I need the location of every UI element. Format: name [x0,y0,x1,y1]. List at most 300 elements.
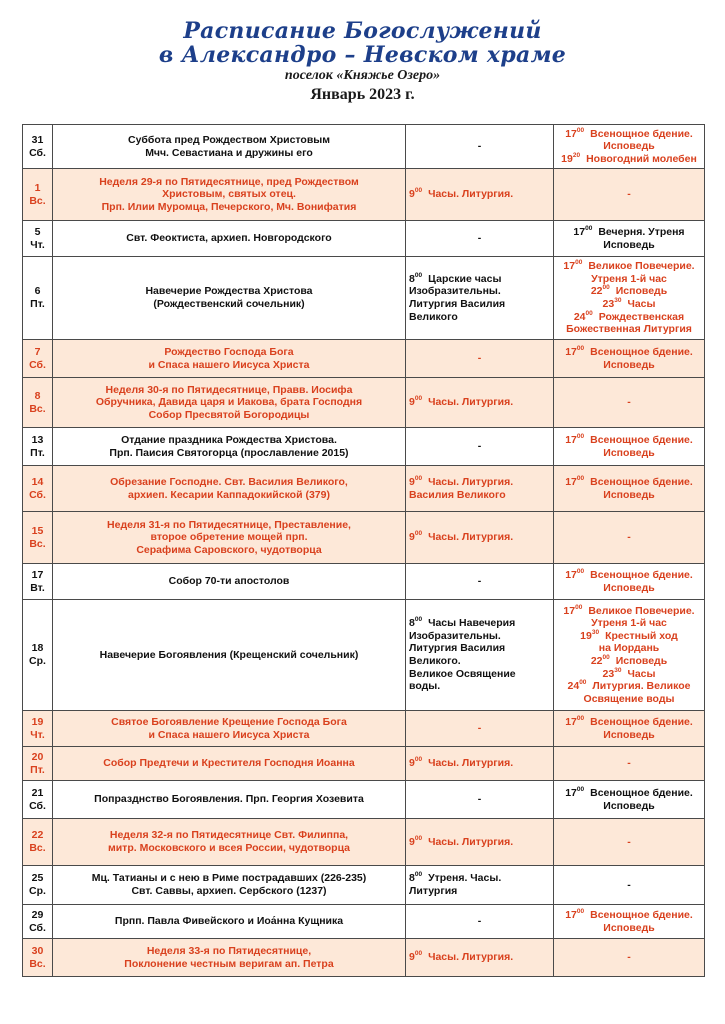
service-text: Великое Повечерие. [588,604,695,617]
service-text: Василия Великого [409,488,506,501]
service-time: 9 [409,396,415,409]
day-number: 20 [31,750,44,763]
service-text: Литургия Василия [409,298,506,310]
service-line [409,140,550,153]
schedule-row [23,781,705,819]
schedule-row [23,905,705,939]
feast-title-cell [53,905,406,939]
service-time-minutes: 00 [576,567,585,575]
feast-title-cell [53,428,406,466]
service-text: Изобразительны. [409,285,501,298]
service-line [557,359,701,372]
feast-title-line: Прп. Паисия Святогорца (прославление 2015) [109,446,349,459]
date-cell [23,257,53,340]
service-line [557,434,701,447]
service-line [557,680,701,693]
morning-service-cell [406,600,554,711]
service-text: Всенощное бдение. [590,786,693,799]
service-text: Вечерня. Утреня [598,225,685,238]
feast-title-cell [53,466,406,512]
service-time-minutes: 00 [576,344,585,352]
morning-service-cell [406,169,554,221]
morning-service-cell [406,711,554,747]
feast-title-cell [53,564,406,600]
feast-title-cell [53,939,406,977]
service-text: Часы [627,667,656,680]
service-time-minutes: 30 [591,628,600,636]
service-time: 9 [409,951,415,964]
service-line [409,440,550,453]
service-text: Всенощное бдение. [590,475,693,488]
schedule-row [23,428,705,466]
schedule-row [23,125,705,169]
service-text: Всенощное бдение. [590,908,693,921]
feast-title-line: Неделя 33-я по Пятидесятнице, [146,944,312,957]
service-text: Часы. Литургия. [428,188,514,201]
feast-title-line: митр. Московского и всея России, чудотворца [107,842,351,854]
service-text: Утреня 1-й час [591,617,667,630]
service-text: Всенощное бдение. [590,715,693,728]
service-time: 17 [565,127,577,140]
feast-title-line: Мчч. Севастиана и дружины его [145,146,313,159]
service-text: - [627,188,631,201]
service-time-minutes: 00 [579,679,587,687]
morning-service-cell [406,428,554,466]
service-text: Исповедь [603,581,655,594]
service-time: 23 [602,667,615,680]
service-time-minutes: 00 [414,474,423,482]
morning-service-cell [406,905,554,939]
service-text: Царские часы [428,272,502,285]
weekday-label: Вс. [29,957,46,970]
day-number: 29 [31,908,44,921]
feast-title-line: Попразднство Богоявления. Прп. Георгия Хозевита [94,793,364,806]
service-text: Исповедь [603,358,655,371]
feast-title-cell [53,819,406,866]
service-text: Освящение воды [583,692,675,705]
service-text: Часы. Литургия. [428,531,514,544]
service-text: - [627,757,631,770]
service-time: 17 [563,604,576,617]
feast-title-line: Свт. Феоктиста, архиеп. Новгородского [126,232,332,245]
day-number: 25 [31,872,44,885]
day-number: 14 [31,475,44,488]
service-line [557,346,701,359]
feast-title-cell [53,257,406,340]
day-number: 17 [31,568,44,581]
feast-title-line: Неделя 32-я по Пятидесятнице Свт. Филиппа, [109,829,349,842]
date-cell [23,512,53,564]
evening-service-cell [554,781,705,819]
page-subtitle: поселок «Княжье Озеро» [284,68,441,83]
service-time: 9 [409,835,415,848]
evening-service-cell [554,428,705,466]
service-time-minutes: 30 [614,666,622,674]
service-line [557,909,701,922]
weekday-label: Пт. [30,298,45,310]
feast-title-line: Поклонение честным веригам ап. Петра [124,957,334,970]
schedule-body [23,125,705,977]
weekday-label: Ср. [29,885,46,897]
schedule-row [23,866,705,905]
service-time-minutes: 00 [576,714,585,722]
service-time: 17 [563,260,576,273]
feast-title-line: Серафима Саровского, чудотворца [136,543,322,556]
feast-title-line: и Спаса нашего Иисуса Христа [148,358,310,371]
feast-title-cell [53,378,406,428]
service-text: - [477,232,482,245]
service-time: 8 [409,617,415,630]
service-line [557,922,701,935]
service-time-minutes: 00 [576,785,585,793]
date-cell [23,747,53,781]
feast-title-cell [53,866,406,905]
weekday-label: Ср. [29,655,46,667]
day-number: 22 [31,829,44,842]
morning-service-cell [406,512,554,564]
weekday-label: Чт. [30,238,45,251]
day-number: 31 [31,133,44,146]
service-line [557,153,701,166]
schedule-row [23,257,705,340]
service-line [557,787,701,800]
morning-service-cell [406,221,554,257]
service-time-minutes: 30 [614,297,622,304]
service-text: Литургия [409,885,458,897]
service-time-minutes: 00 [576,907,585,915]
evening-service-cell [554,512,705,564]
schedule-row [23,169,705,221]
feast-title-line: Суббота пред Рождеством Христовым [127,133,331,146]
service-time: 9 [409,188,415,201]
date-cell [23,781,53,819]
feast-title-cell [53,125,406,169]
day-number: 8 [34,389,41,402]
feast-title-line: Обручника, Давида царя и Иакова, брата Господня [95,396,363,409]
service-text: Всенощное бдение. [590,433,693,446]
evening-service-cell [554,378,705,428]
feast-title-line: Святое Богоявление Крещение Господа Бога [111,715,347,728]
day-number: 30 [31,944,44,957]
feast-title-line: (Рождественский сочельник) [153,298,305,310]
service-text: Часы. Литургия. [428,951,514,964]
service-time: 17 [565,345,577,358]
morning-service-cell [406,125,554,169]
service-text: Часы. Литургия. [428,757,514,770]
service-text: Великого. [409,655,461,667]
service-time-minutes: 00 [414,530,423,538]
service-text: - [627,951,631,964]
service-line [557,531,701,544]
page-title: Расписание Богослужений [183,18,542,44]
service-text: Исповедь [603,728,655,741]
weekday-label: Сб. [29,146,46,159]
date-cell [23,600,53,711]
date-cell [23,125,53,169]
service-time-minutes: 00 [414,616,423,624]
service-line [409,531,550,544]
feast-title-line: Собор 70-ти апостолов [168,575,290,588]
service-line [557,285,701,298]
schedule-table [22,124,705,977]
service-time: 17 [573,225,586,238]
service-line [557,569,701,582]
service-line [557,476,701,489]
service-time: 24 [573,310,586,323]
morning-service-cell [406,378,554,428]
service-line [557,447,701,460]
evening-service-cell [554,747,705,781]
evening-service-cell [554,939,705,977]
weekday-label: Вт. [30,581,45,594]
day-number: 18 [31,642,44,655]
feast-title-cell [53,781,406,819]
service-line [409,655,550,668]
schedule-row [23,340,705,378]
service-line [557,298,701,311]
service-line [409,298,550,311]
service-line [557,582,701,595]
service-text: Часы. Литургия. [428,475,514,488]
service-text: воды. [409,680,441,693]
date-cell [23,340,53,378]
service-line [409,642,550,655]
service-time-minutes: 00 [575,259,583,267]
service-time-minutes: 00 [414,187,423,195]
feast-title-cell [53,747,406,781]
service-line [557,757,701,770]
service-text: Утреня 1-й час [591,272,667,285]
service-line [409,188,550,201]
feast-title-line: Прпп. Павла Фивейского и Иоа́нна Кущника [114,915,344,928]
date-cell [23,939,53,977]
weekday-label: Сб. [29,799,46,812]
feast-title-line: второе обретение мощей прп. [150,531,308,544]
feast-title-line: Навечерие Рождества Христова [145,285,313,298]
service-line [409,872,550,885]
service-line [409,680,550,693]
service-time-minutes: 00 [576,432,585,440]
service-text: Часы [627,298,656,310]
evening-service-cell [554,819,705,866]
service-line [557,226,701,239]
feast-title-line: и Спаса нашего Иисуса Христа [148,728,310,741]
service-line [409,352,550,365]
service-line [557,630,701,643]
service-text: Литургия. Великое [592,680,691,693]
service-text: Исповедь [603,238,655,251]
date-cell [23,221,53,257]
service-text: Великого [409,310,458,323]
date-cell [23,564,53,600]
day-number: 19 [31,715,44,728]
service-text: - [627,396,631,409]
feast-title-line: Христовым, святых отец. [162,188,296,201]
service-line [557,323,701,336]
weekday-label: Чт. [30,728,45,741]
service-text: Утреня. Часы. [428,872,502,885]
service-text: Изобразительны. [409,629,501,642]
service-time: 17 [565,433,577,446]
service-line [557,605,701,618]
service-line [409,617,550,630]
schedule-row [23,564,705,600]
service-time: 19 [580,629,592,642]
feast-title-line: Собор Пресвятой Богородицы [148,408,310,421]
evening-service-cell [554,600,705,711]
schedule-row [23,512,705,564]
service-line [409,885,550,898]
service-line [409,396,550,409]
feast-title-line: Рождество Господа Бога [164,345,294,358]
service-text: Всенощное бдение. [590,345,693,358]
evening-service-cell [554,169,705,221]
morning-service-cell [406,747,554,781]
day-number: 6 [34,285,41,298]
day-number: 13 [31,433,44,446]
service-time-minutes: 00 [602,654,610,661]
service-line [409,722,550,735]
service-line [557,128,701,141]
feast-title-line: Отдание праздника Рождества Христова. [121,433,337,446]
service-text: - [477,352,482,365]
date-cell [23,378,53,428]
day-number: 1 [34,181,41,194]
schedule-row [23,466,705,512]
service-line [557,617,701,630]
evening-service-cell [554,905,705,939]
service-line [557,879,701,892]
service-line [557,836,701,849]
schedule-row [23,378,705,428]
service-text: Всенощное бдение. [590,568,693,581]
service-line [409,311,550,324]
service-text: Божественная Литургия [566,323,692,336]
day-number: 15 [31,524,44,537]
feast-title-cell [53,169,406,221]
evening-service-cell [554,866,705,905]
service-text: Крестный ход [605,629,678,642]
morning-service-cell [406,819,554,866]
feast-title-cell [53,600,406,711]
day-number: 5 [34,225,41,238]
weekday-label: Вс. [29,402,46,415]
page-header [0,0,725,104]
service-line [409,575,550,588]
feast-title-cell [53,221,406,257]
morning-service-cell [406,866,554,905]
service-text: Исповедь [603,488,655,501]
service-time: 8 [409,272,415,285]
service-text: - [477,140,482,153]
evening-service-cell [554,221,705,257]
day-number: 21 [31,786,44,799]
service-line [409,630,550,643]
service-time-minutes: 00 [414,756,423,764]
service-line [409,951,550,964]
schedule-row [23,939,705,977]
service-line [557,716,701,729]
service-line [409,232,550,245]
weekday-label: Сб. [29,921,46,934]
service-time-minutes: 00 [575,603,583,611]
service-time-minutes: 00 [414,271,423,279]
month-label: Январь 2023 г. [310,86,415,103]
service-text: Литургия Василия [409,642,506,655]
morning-service-cell [406,564,554,600]
day-number: 7 [34,345,41,358]
service-text: Рождественская [598,310,685,323]
service-line [557,396,701,409]
service-line [557,951,701,964]
service-time: 22 [590,655,603,667]
feast-title-line: Обрезание Господне. Свт. Василия Великого, [110,475,348,488]
service-line [557,260,701,273]
service-time: 9 [409,475,415,488]
feast-title-line: Навечерие Богоявления (Крещенский сочельник) [99,648,359,661]
service-text: - [627,835,631,848]
service-time-minutes: 00 [576,126,585,134]
service-text: - [477,440,482,453]
feast-title-line: Неделя 30-я по Пятидесятнице, Правв. Иосифа [105,383,353,396]
service-line [557,489,701,502]
feast-title-cell [53,340,406,378]
service-text: Часы. Литургия. [428,835,514,848]
service-line [557,239,701,252]
service-text: - [627,878,631,891]
weekday-label: Сб. [29,358,46,371]
service-time-minutes: 20 [572,151,581,159]
service-time: 9 [409,757,415,770]
service-time: 19 [561,152,573,165]
schedule-row [23,819,705,866]
service-line [557,800,701,813]
service-line [409,793,550,806]
service-line [409,757,550,770]
service-line [409,836,550,849]
date-cell [23,711,53,747]
weekday-label: Вс. [29,842,46,854]
evening-service-cell [554,125,705,169]
service-time: 23 [602,298,615,310]
service-time: 8 [409,872,415,885]
service-line [557,693,701,706]
evening-service-cell [554,340,705,378]
schedule-row [23,711,705,747]
service-time-minutes: 00 [414,871,423,879]
evening-service-cell [554,466,705,512]
service-line [557,642,701,655]
service-line [409,285,550,298]
morning-service-cell [406,340,554,378]
service-time: 17 [565,786,577,799]
service-line [409,915,550,928]
service-text: Исповедь [603,799,655,812]
schedule-row [23,221,705,257]
service-time-minutes: 00 [585,224,593,232]
service-time: 9 [409,531,415,544]
weekday-label: Сб. [29,488,46,501]
service-time: 17 [565,475,577,488]
morning-service-cell [406,939,554,977]
service-time-minutes: 00 [576,474,585,482]
service-text: на Иордань [598,642,660,655]
service-text: Исповедь [603,140,655,153]
date-cell [23,428,53,466]
service-time: 24 [567,680,580,693]
date-cell [23,466,53,512]
date-cell [23,819,53,866]
